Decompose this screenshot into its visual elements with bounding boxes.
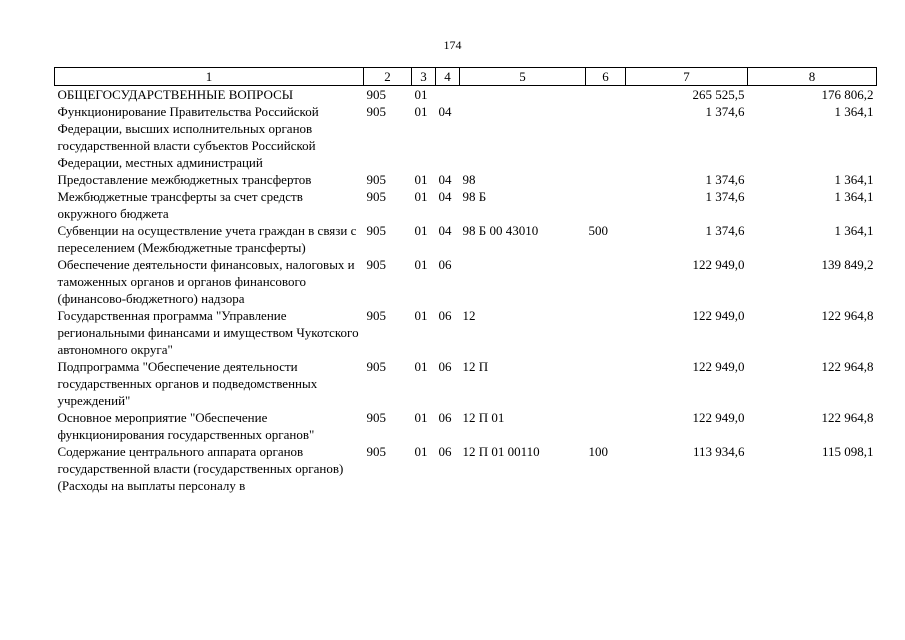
expense-type-code: 100 (588, 444, 608, 459)
section-code: 01 (414, 410, 428, 425)
section-code: 01 (414, 223, 428, 238)
amount-col7: 1 374,6 (705, 223, 745, 238)
section-code: 01 (414, 87, 428, 102)
gradebr-code: 905 (366, 257, 386, 272)
section-code: 01 (414, 359, 428, 374)
target-article-code: 12 (462, 308, 476, 323)
table-row (55, 443, 877, 494)
budget-table (54, 67, 877, 494)
section-code: 01 (414, 104, 428, 119)
amount-col7: 122 949,0 (692, 410, 745, 425)
page-number: 174 (443, 38, 462, 52)
header-cell: 3 (412, 68, 436, 86)
table-row (55, 188, 877, 222)
table-row (55, 171, 877, 188)
row-name: Предоставление межбюджетных трансфертов (57, 172, 312, 187)
target-article-code (460, 256, 586, 307)
gradebr-code: 905 (366, 444, 386, 459)
table-body (55, 86, 877, 495)
subsection-code: 06 (438, 359, 452, 374)
target-article-code: 12 П 01 (462, 410, 505, 425)
section-code: 01 (414, 172, 428, 187)
section-code: 01 (414, 189, 428, 204)
amount-col8: 176 806,2 (821, 87, 874, 102)
expense-type-code (586, 409, 626, 443)
amount-col7: 265 525,5 (692, 87, 745, 102)
section-code: 01 (414, 308, 428, 323)
row-name: Субвенции на осуществление учета граждан в связи с переселением (Межбюджетные трансферты) (57, 223, 357, 255)
subsection-code (436, 86, 460, 104)
header-cell: 5 (460, 68, 586, 86)
row-name: Подпрограмма "Обеспечение деятельности государственных органов и подведомственных учреждений" (57, 359, 318, 408)
header-cell: 2 (364, 68, 412, 86)
header-cell: 1 (55, 68, 364, 86)
table-row (55, 307, 877, 358)
amount-col8: 1 364,1 (834, 172, 874, 187)
target-article-code: 12 П 01 00110 (462, 444, 540, 459)
subsection-code: 04 (438, 104, 452, 119)
target-article-code: 98 Б (462, 189, 487, 204)
amount-col7: 122 949,0 (692, 257, 745, 272)
section-code: 01 (414, 257, 428, 272)
amount-col7: 113 934,6 (692, 444, 745, 459)
row-name: ОБЩЕГОСУДАРСТВЕННЫЕ ВОПРОСЫ (57, 87, 294, 102)
gradebr-code: 905 (366, 308, 386, 323)
table-header (55, 68, 877, 86)
subsection-code: 04 (438, 189, 452, 204)
gradebr-code: 905 (366, 410, 386, 425)
expense-type-code (586, 103, 626, 171)
target-article-code: 98 (462, 172, 476, 187)
gradebr-code: 905 (366, 104, 386, 119)
subsection-code: 06 (438, 444, 452, 459)
expense-type-code: 500 (588, 223, 608, 238)
amount-col8: 1 364,1 (834, 104, 874, 119)
table-row (55, 358, 877, 409)
table-row (55, 222, 877, 256)
amount-col8: 115 098,1 (821, 444, 874, 459)
row-name: Обеспечение деятельности финансовых, налоговых и таможенных органов и органов финансового (финансово-бюджетного) надзора (57, 257, 355, 306)
row-name: Содержание центрального аппарата органов государственной власти (государственных органов) (Расходы на выплаты персоналу в (57, 444, 344, 493)
table-row (55, 256, 877, 307)
expense-type-code (586, 358, 626, 409)
target-article-code (460, 86, 586, 104)
amount-col8: 139 849,2 (821, 257, 874, 272)
row-name: Функционирование Правительства Российской Федерации, высших исполнительных органов государственной власти субъектов Российской Федерации, местных администраций (57, 104, 319, 170)
target-article-code: 12 П (462, 359, 489, 374)
amount-col7: 122 949,0 (692, 308, 745, 323)
amount-col8: 122 964,8 (821, 410, 874, 425)
amount-col7: 122 949,0 (692, 359, 745, 374)
row-name: Межбюджетные трансферты за счет средств окружного бюджета (57, 189, 303, 221)
amount-col8: 122 964,8 (821, 359, 874, 374)
gradebr-code: 905 (366, 359, 386, 374)
expense-type-code (586, 171, 626, 188)
subsection-code: 04 (438, 223, 452, 238)
subsection-code: 06 (438, 410, 452, 425)
row-name: Основное мероприятие "Обеспечение функционирования государственных органов" (57, 410, 315, 442)
amount-col8: 1 364,1 (834, 223, 874, 238)
expense-type-code (586, 256, 626, 307)
gradebr-code: 905 (366, 172, 386, 187)
header-cell: 4 (436, 68, 460, 86)
table-row (55, 103, 877, 171)
amount-col7: 1 374,6 (705, 172, 745, 187)
table-row (55, 86, 877, 104)
expense-type-code (586, 307, 626, 358)
expense-type-code (586, 188, 626, 222)
expense-type-code (586, 86, 626, 104)
subsection-code: 06 (438, 257, 452, 272)
amount-col7: 1 374,6 (705, 189, 745, 204)
subsection-code: 06 (438, 308, 452, 323)
header-cell: 8 (748, 68, 877, 86)
section-code: 01 (414, 444, 428, 459)
target-article-code (460, 103, 586, 171)
subsection-code: 04 (438, 172, 452, 187)
table-row (55, 409, 877, 443)
gradebr-code: 905 (366, 223, 386, 238)
gradebr-code: 905 (366, 189, 386, 204)
gradebr-code: 905 (366, 87, 386, 102)
header-cell: 7 (626, 68, 748, 86)
header-cell: 6 (586, 68, 626, 86)
target-article-code: 98 Б 00 43010 (462, 223, 539, 238)
header-row (55, 68, 877, 86)
row-name: Государственная программа "Управление региональными финансами и имуществом Чукотского автономного округа" (57, 308, 359, 357)
amount-col7: 1 374,6 (705, 104, 745, 119)
amount-col8: 1 364,1 (834, 189, 874, 204)
amount-col8: 122 964,8 (821, 308, 874, 323)
